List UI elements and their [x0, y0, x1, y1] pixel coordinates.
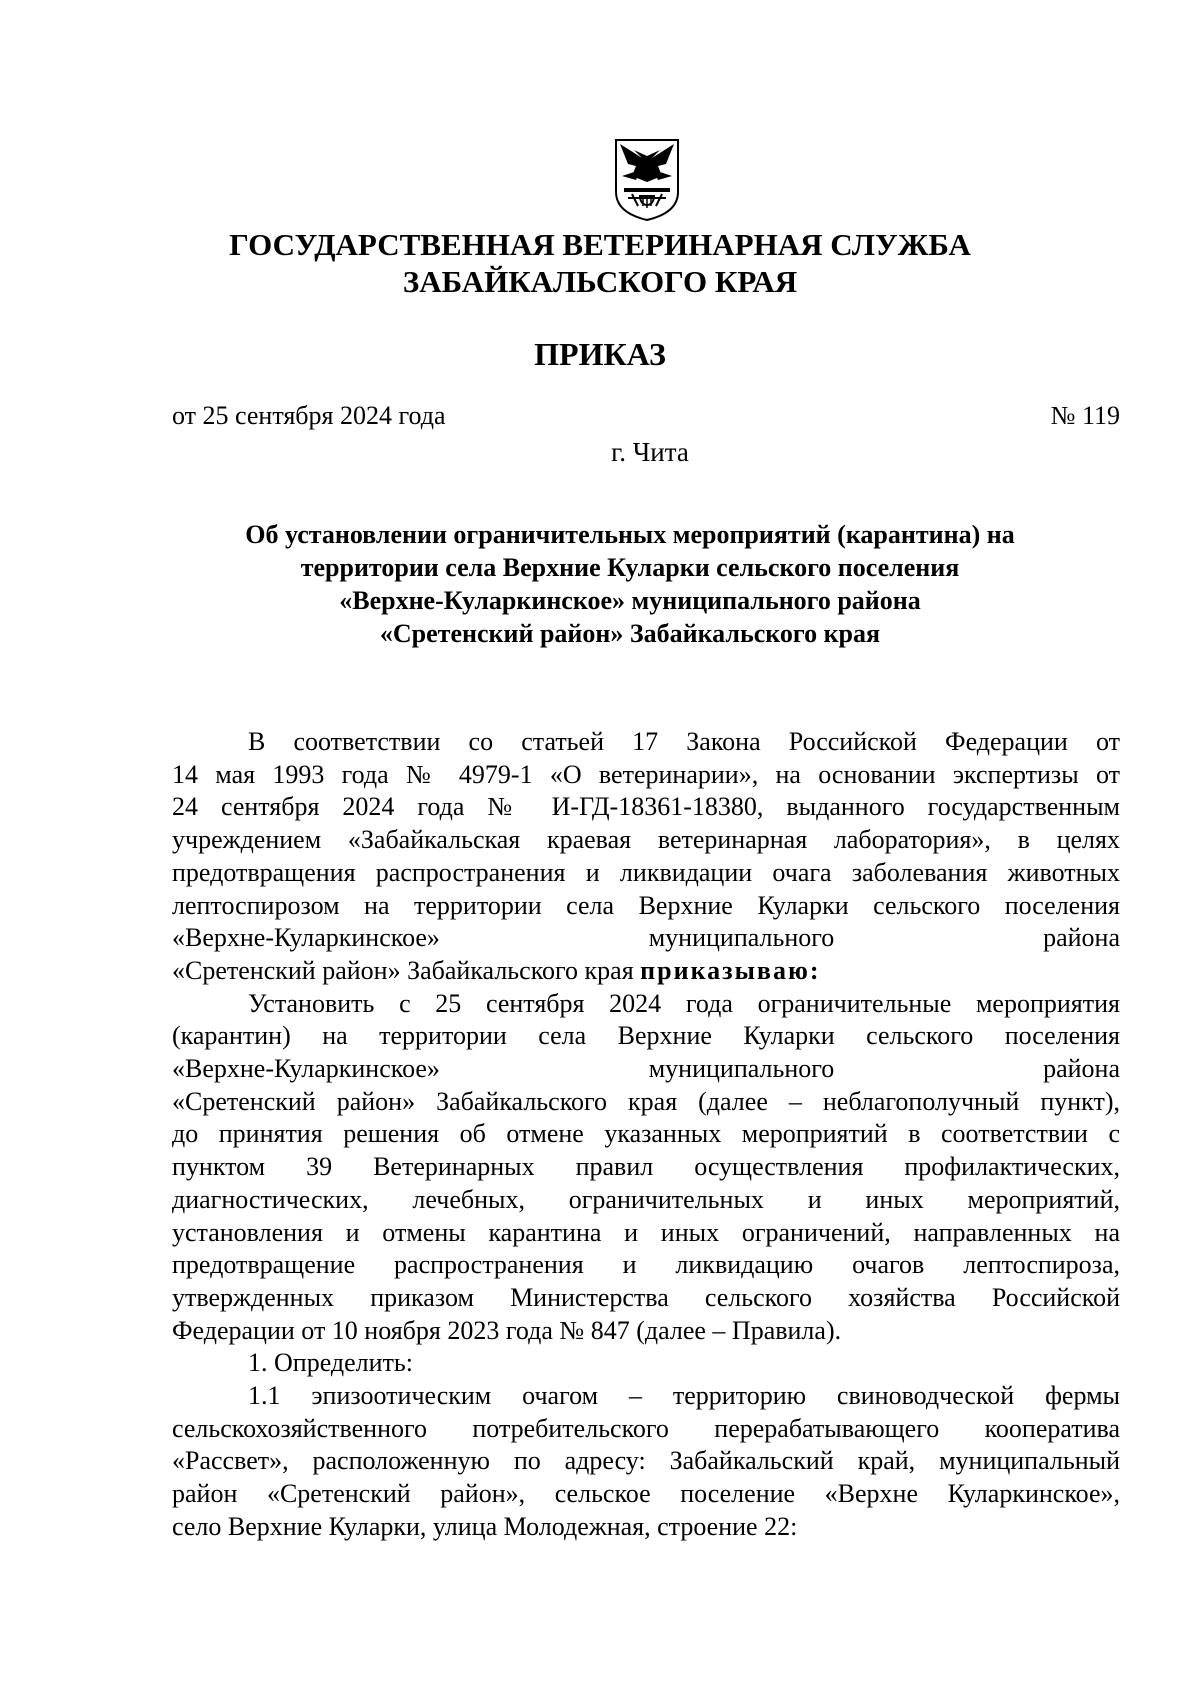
body-line: до принятия решения об отмене указанных мероприятий в соответствии с	[172, 1119, 1120, 1149]
body-line: установления и отмены карантина и иных ограничений, направленных на	[172, 1217, 1120, 1247]
document-number: № 119	[1050, 401, 1120, 430]
body-line: учреждением «Забайкальская краевая ветеринарная лаборатория», в целях	[172, 825, 1120, 855]
body-line: утвержденных приказом Министерства сельского хозяйства Российской	[172, 1282, 1120, 1312]
body-line: 1.1 эпизоотическим очагом – территорию свиноводческой фермы	[248, 1381, 1120, 1411]
body-line	[172, 955, 1120, 988]
body-line: 24 сентября 2024 года № И-ГД-18361-18380, выданного государственным	[172, 792, 1120, 822]
document-body	[172, 726, 1120, 1544]
document-subject	[200, 518, 1060, 650]
document-city: г. Чита	[611, 437, 689, 467]
body-line: Установить с 25 сентября 2024 года ограничительные мероприятия	[248, 988, 1120, 1018]
body-line: предотвращение распространения и ликвидацию очагов лептоспироза,	[172, 1250, 1120, 1280]
body-line: село Верхние Куларки, улица Молодежная, строение 22:	[172, 1511, 798, 1541]
subject-line: «Верхне-Куларкинское» муниципального района	[339, 586, 921, 615]
item-1-heading: 1. Определить:	[248, 1348, 413, 1378]
subject-line: территории села Верхние Куларки сельского поселения	[300, 553, 960, 582]
body-line: предотвращения распространения и ликвидации очага заболевания животных	[172, 857, 1120, 887]
document-date: от 25 сентября 2024 года	[172, 401, 446, 430]
body-line: район «Сретенский район», сельское поселение «Верхне Куларкинское»,	[172, 1479, 1120, 1509]
subject-line: Об установлении ограничительных мероприятий (карантина) на	[245, 520, 1015, 549]
body-line: сельскохозяйственного потребительского перерабатывающего кооператива	[172, 1413, 1120, 1443]
organization-title-line1: ГОСУДАРСТВЕННАЯ ВЕТЕРИНАРНАЯ СЛУЖБА	[229, 227, 971, 262]
body-line: «Верхне-Куларкинское» муниципального района	[172, 1054, 1120, 1084]
organization-title	[100, 226, 1100, 300]
body-line: (карантин) на территории села Верхние Куларки сельского поселения	[172, 1021, 1120, 1051]
document-type: ПРИКАЗ	[534, 336, 666, 372]
body-line: В соответствии со статьей 17 Закона Российской Федерации от	[248, 727, 1120, 756]
body-line: Федерации от 10 ноября 2023 года № 847 (далее – Правила).	[172, 1315, 842, 1345]
body-line-text: «Сретенский район» Забайкальского края	[172, 955, 641, 985]
body-line: диагностических, лечебных, ограничительных и иных мероприятий,	[172, 1184, 1120, 1214]
organization-title-line2: ЗАБАЙКАЛЬСКОГО КРАЯ	[402, 264, 798, 299]
order-keyword: приказываю:	[640, 955, 821, 985]
body-line: «Сретенский район» Забайкальского края (далее – неблагополучный пункт),	[172, 1086, 1120, 1116]
body-line: пунктом 39 Ветеринарных правил осуществления профилактических,	[172, 1152, 1120, 1182]
body-line: лептоспирозом на территории села Верхние Куларки сельского поселения	[172, 890, 1120, 920]
body-line: 14 мая 1993 года № 4979-1 «О ветеринарии», на основании экспертизы от	[172, 759, 1120, 789]
body-line: «Рассвет», расположенную по адресу: Забайкальский край, муниципальный	[172, 1446, 1120, 1476]
coat-of-arms-emblem	[612, 136, 682, 222]
body-line: «Верхне-Куларкинское» муниципального района	[172, 923, 1120, 953]
subject-line: «Сретенский район» Забайкальского края	[379, 619, 881, 648]
